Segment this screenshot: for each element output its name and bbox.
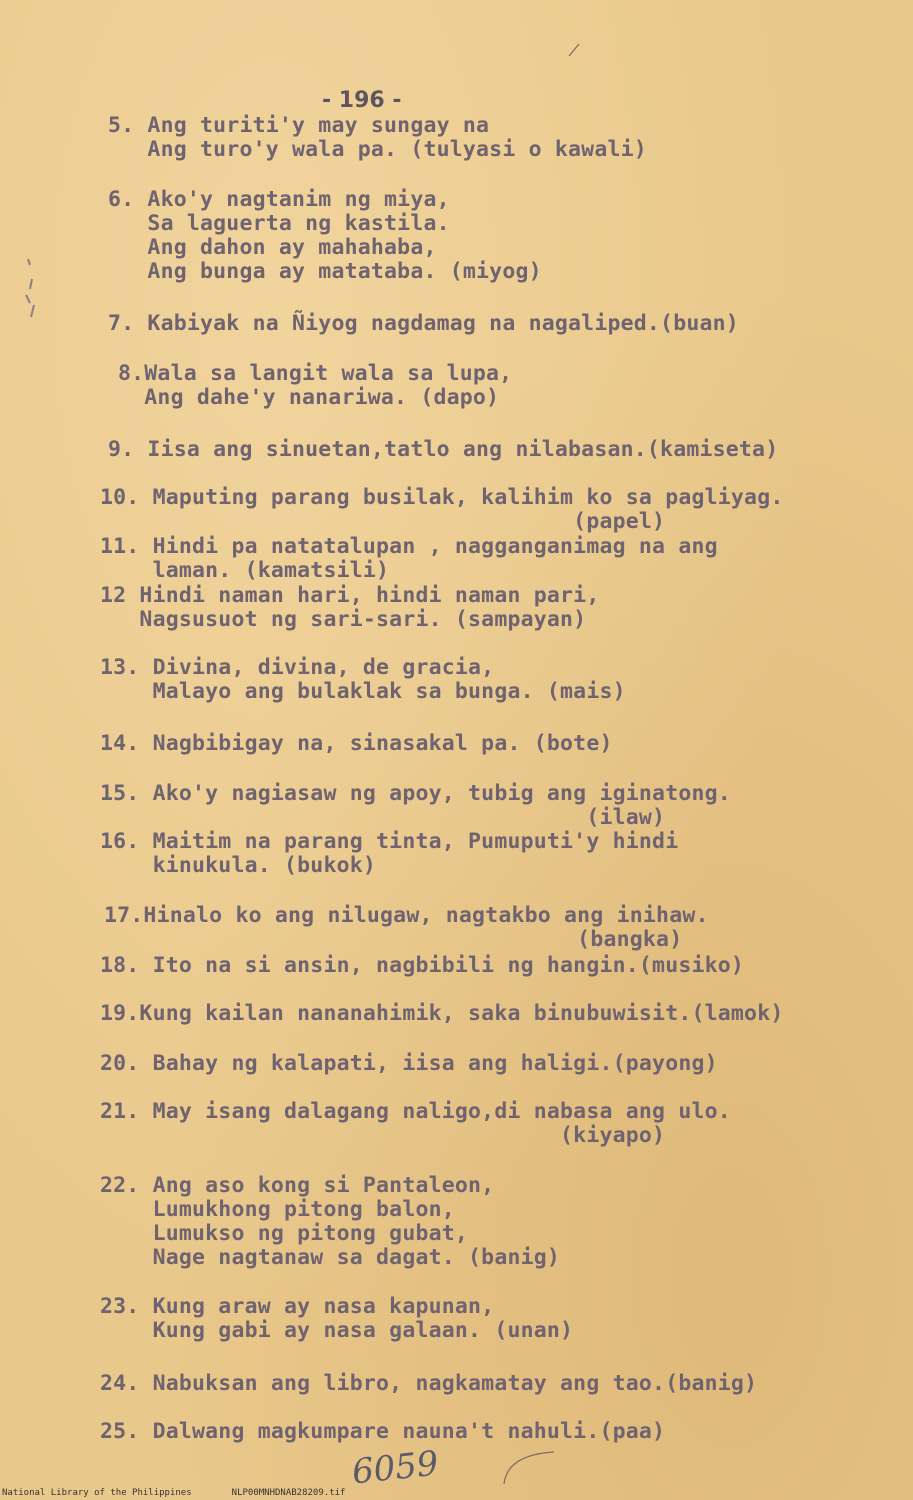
riddle-21: 21. May isang dalagang naligo,di nabasa ang ulo. (kiyapo) xyxy=(100,1099,731,1148)
riddle-22: 22. Ang aso kong si Pantaleon, Lumukhong pitong balon, Lumukso ng pitong gubat, Nage nagtanaw sa dagat. (banig) xyxy=(100,1173,561,1270)
riddle-17: 17.Hinalo ko ang nilugaw, nagtakbo ang inihaw. (bangka) xyxy=(104,903,709,952)
handwritten-number: 6059 xyxy=(350,1443,441,1493)
library-name: National Library of the Philippines xyxy=(2,1488,192,1498)
riddle-19: 19.Kung kailan nananahimik, saka binubuwisit.(lamok) xyxy=(100,1001,784,1026)
riddle-16: 16. Maitim na parang tinta, Pumuputi'y hindi kinukula. (bukok) xyxy=(100,829,679,878)
riddle-24: 24. Nabuksan ang libro, nagkamatay ang tao.(banig) xyxy=(100,1371,758,1396)
riddle-14: 14. Nagbibigay na, sinasakal pa. (bote) xyxy=(100,731,613,756)
page-number: - 196 - xyxy=(322,88,402,113)
riddle-15: 15. Ako'y nagiasaw ng apoy, tubig ang iginatong. (ilaw) xyxy=(100,781,731,830)
riddle-8: 8.Wala sa langit wala sa lupa, Ang dahe'y nanariwa. (dapo) xyxy=(118,361,513,410)
riddle-7: 7. Kabiyak na Ñiyog nagdamag na nagaliped.(buan) xyxy=(108,311,739,336)
riddle-9: 9. Iisa ang sinuetan,tatlo ang nilabasan.(kamiseta) xyxy=(108,437,779,462)
riddle-10: 10. Maputing parang busilak, kalihim ko sa pagliyag. (papel) xyxy=(100,485,784,534)
riddle-20: 20. Bahay ng kalapati, iisa ang haligi.(payong) xyxy=(100,1051,718,1076)
riddle-12: 12 Hindi naman hari, hindi naman pari, Nagsusuot ng sari-sari. (sampayan) xyxy=(100,583,600,632)
riddle-25: 25. Dalwang magkumpare nauna't nahuli.(paa) xyxy=(100,1419,666,1444)
riddle-5: 5. Ang turiti'y may sungay na Ang turo'y wala pa. (tulyasi o kawali) xyxy=(108,113,647,162)
pencil-tick-mark xyxy=(565,40,585,60)
riddle-6: 6. Ako'y nagtanim ng miya, Sa laguerta ng kastila. Ang dahon ay mahahaba, Ang bunga ay matataba. (miyog) xyxy=(108,187,542,284)
riddle-23: 23. Kung araw ay nasa kapunan, Kung gabi ay nasa galaan. (unan) xyxy=(100,1294,574,1343)
riddle-13: 13. Divina, divina, de gracia, Malayo ang bulaklak sa bunga. (mais) xyxy=(100,655,626,704)
pencil-stroke-mark xyxy=(500,1448,560,1488)
riddle-11: 11. Hindi pa natatalupan , nagganganimag na ang laman. (kamatsili) xyxy=(100,534,718,583)
riddle-18: 18. Ito na si ansin, nagbibili ng hangin.(musiko) xyxy=(100,953,745,978)
file-id: NLP00MNHDNAB28209.tif xyxy=(231,1488,346,1498)
scan-footer xyxy=(2,1488,345,1498)
margin-stain-mark xyxy=(18,255,46,325)
